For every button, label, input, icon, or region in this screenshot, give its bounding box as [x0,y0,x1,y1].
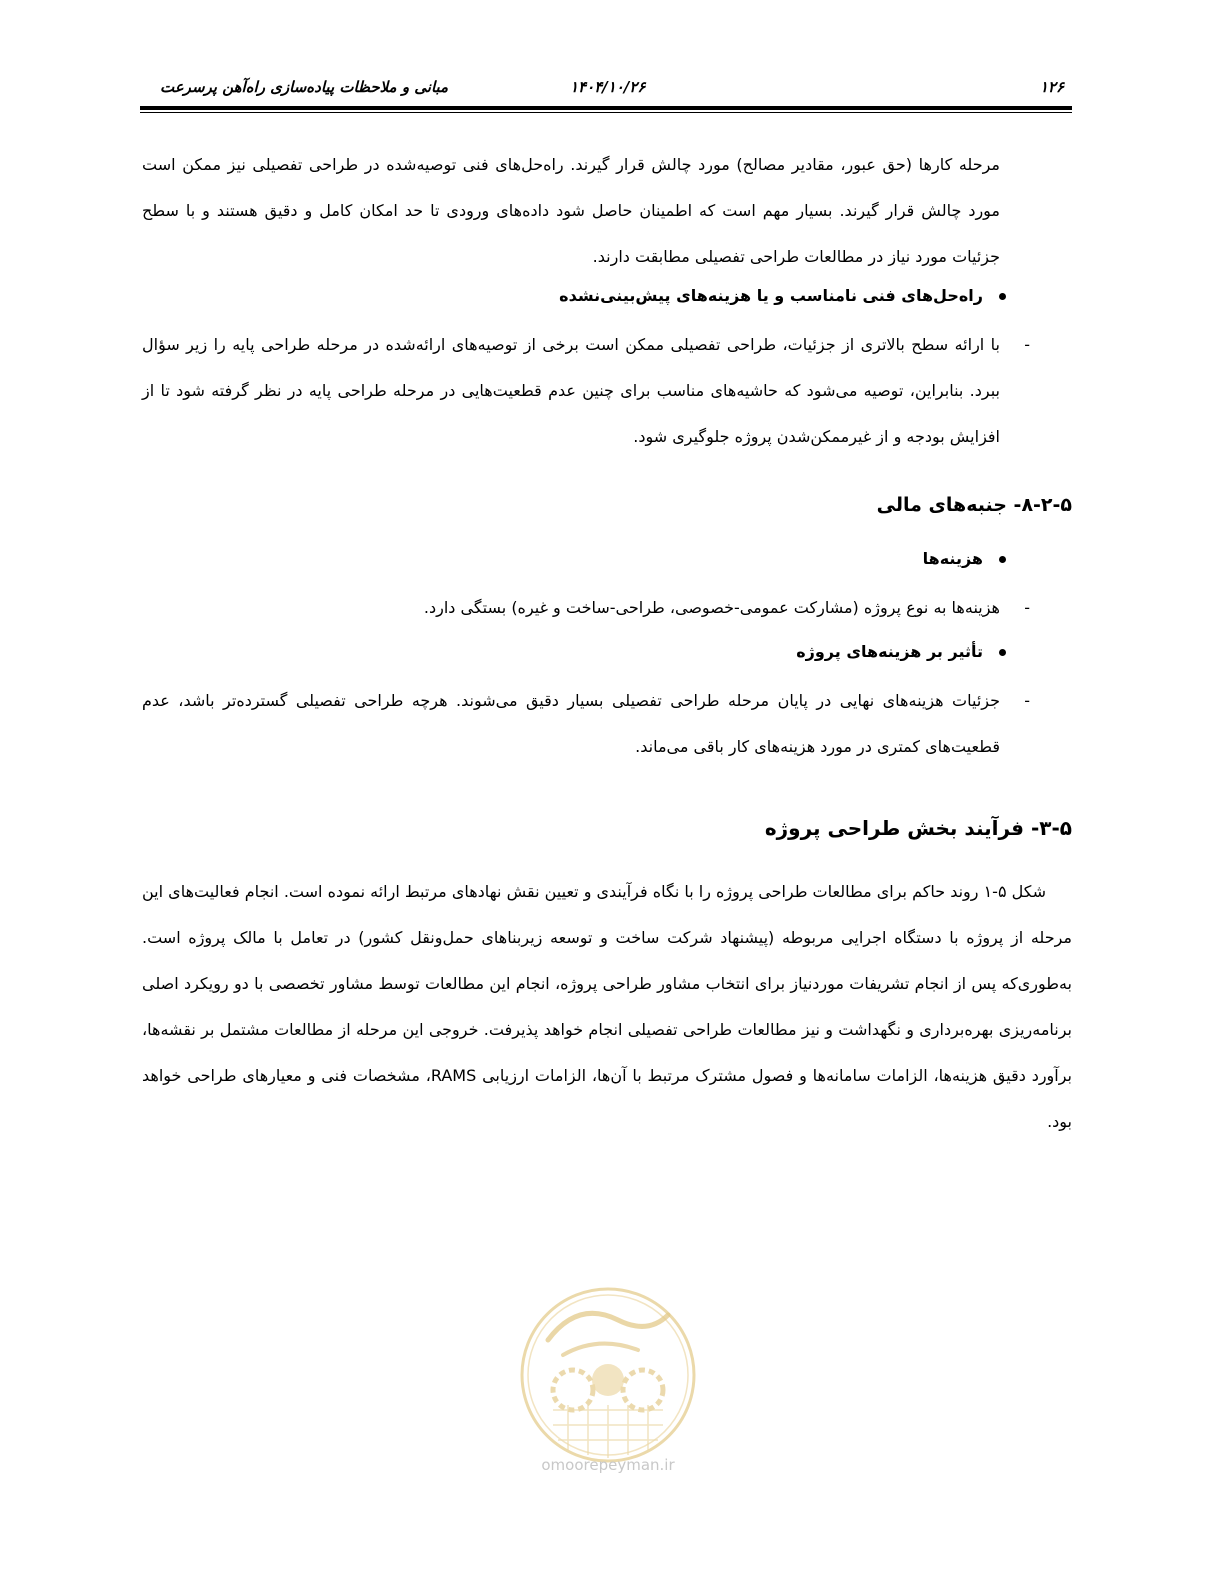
header-rule-thin [140,112,1072,113]
watermark-logo-icon [508,1280,708,1480]
bullet-label: راه‌حل‌های فنی نامناسب و یا هزینه‌های پیش‌بینی‌نشده [559,286,983,305]
section-heading-5-3: ۳-۵- فرآیند بخش طراحی پروژه [764,816,1072,840]
dash-item-text: هزینه‌ها به نوع پروژه (مشارکت عمومی-خصوصی، طراحی-ساخت و غیره) بستگی دارد. [423,598,1000,617]
page-header [140,76,1072,102]
bullet-label: هزینه‌ها [922,549,983,568]
dash-item-text: با ارائه سطح بالاتری از جزئیات، طراحی تفصیلی ممکن است برخی از توصیه‌های ارائه‌شده در مرحله طراحی پایه را زیر سؤال ببرد. بنابراین، توصیه می‌شود که حاشیه‌های مناسب برای چنین عدم قطعیت‌هایی در مرحله طراحی پایه در نظر گرفته شود تا از افزایش بودجه و از غیرممکن‌شدن پروژه جلوگیری شود. [142,335,1000,446]
paragraph-intro: مرحله کارها (حق عبور، مقادیر مصالح) مورد چالش قرار گیرند. راه‌حل‌های فنی توصیه‌شده در طراحی تفصیلی نیز ممکن است مورد چالش قرار گیرند. بسیار مهم است که اطمینان حاصل شود داده‌های ورودی تا حد امکان کامل و دقیق هستند و با سطح جزئیات مورد نیاز در مطالعات طراحی تفصیلی مطابقت دارند. [142,155,1000,266]
bullet-item [559,286,1006,305]
dash-list-item [142,585,1030,631]
bullet-dot-icon [999,556,1006,563]
dash-marker: - [1024,335,1030,354]
section-heading-5-2-8: ۸-۲-۵- جنبه‌های مالی [876,494,1072,516]
dash-marker: - [1024,598,1030,617]
header-date: ۱۴۰۴/۱۰/۲۶ [570,78,646,96]
dash-list-item [142,322,1030,460]
bullet-dot-icon [999,293,1006,300]
page-number: ۱۲۶ [1039,78,1064,96]
watermark-url: omoorepeyman.ir [541,1456,675,1474]
paragraph-process: شکل ۵-۱ روند حاکم برای مطالعات طراحی پروژه را با نگاه فرآیندی و تعیین نقش نهادهای مرتبط ارائه نموده است. انجام فعالیت‌های این مرحله از پروژه با دستگاه اجرایی مربوطه (پیشنهاد شرکت ساخت و توسعه زیربناهای حمل‌ونقل کشور) در تعامل با مالک پروژه است. به‌طوری‌که پس از انجام تشریفات موردنیاز برای انتخاب مشاور طراحی پروژه، انجام این مطالعات توسط مشاور تخصصی با دو رویکرد اصلی برنامه‌ریزی بهره‌برداری و نگهداشت و نیز مطالعات طراحی تفصیلی انجام خواهد پذیرفت. خروجی این مرحله از مطالعات مشتمل بر نقشه‌ها، برآورد دقیق هزینه‌ها، الزامات سامانه‌ها و فصول مشترک مرتبط با آن‌ها، الزامات ارزیابی RAMS، مشخصات فنی و معیارهای طراحی خواهد بود. [142,882,1072,1131]
bullet-label: تأثیر بر هزینه‌های پروژه [796,642,983,661]
bullet-dot-icon [999,649,1006,656]
dash-marker: - [1024,691,1030,710]
dash-list-item [142,678,1030,770]
bullet-item [796,642,1006,661]
header-rule-thick [140,106,1072,110]
dash-item-text: جزئیات هزینه‌های نهایی در پایان مرحله طراحی تفصیلی بسیار دقیق می‌شوند. هرچه طراحی تفصیلی گسترده‌تر باشد، عدم قطعیت‌های کمتری در مورد هزینه‌های کار باقی می‌ماند. [142,691,1000,756]
header-title: مبانی و ملاحظات پیاده‌سازی راه‌آهن پرسرعت [160,78,449,96]
bullet-item [923,549,1006,568]
